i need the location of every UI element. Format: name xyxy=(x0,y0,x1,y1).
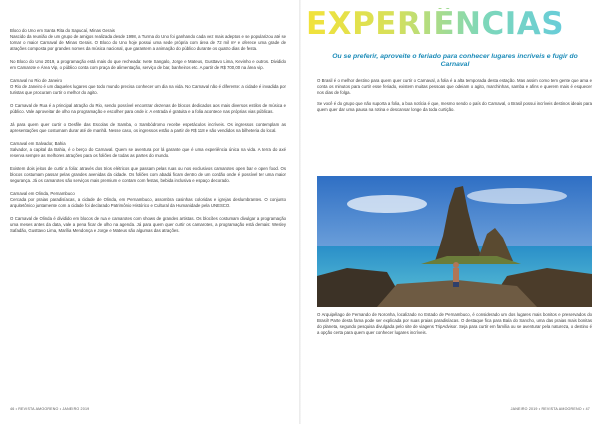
page-subtitle: Ou se preferir, aproveite o feriado para conhecer lugares incríveis e fugir do Carnaval xyxy=(332,53,578,68)
article-block-rio xyxy=(10,78,286,96)
paragraph: O Rio de Janeiro é um daqueles lugares que todo mundo precisa conhecer um dia na vida. No Carnaval não é diferente: a cidade é invadida por turistas que procuram curtir o melhor do agito. xyxy=(10,84,286,95)
article-block xyxy=(10,166,286,184)
paragraph: No Bloco do Uno 2019, a programação está mais do que recheada: Ivete Sangalo, Jorge e Mateus, Gusttavo Lima, Kevinho e outros. Dividido em Camarote e Área Vip, o público conta com praça de alimentação, serviço de bar, banheiros etc. A partir de R$ 700,00 na área vip. xyxy=(10,59,286,70)
page-title: EXPERIÊNCIAS xyxy=(306,8,596,40)
article-block xyxy=(10,59,286,71)
right-page-intro xyxy=(317,78,592,118)
noronha-photo xyxy=(317,176,592,307)
article-block-olinda xyxy=(10,191,286,209)
section-heading: Carnaval em Salvador, Bahia xyxy=(10,141,66,146)
noronha-photo-illustration xyxy=(317,176,592,307)
paragraph: O Brasil é o melhor destino para quem quer curtir o Carnaval, a folia é a alta temporada desta estação. Mas assim como tem gente que ama e conta os minutos para curtir esse feriado, existem muitas pessoas que odeiam o agito, marchinhas, samba e afins e querem mais é esquecer nos dias de folga. xyxy=(317,78,592,95)
paragraph: Salvador, a capital da Bahia, é o berço do Carnaval. Quem se aventura por lá garante que é uma experiência única na vida. A terra do axé reserva sempre as melhores atrações para os foliões de todas as partes do mundo. xyxy=(10,147,286,158)
right-page-footer: JANEIRO 2019 • REVISTA AMOORENO • 47 xyxy=(510,407,590,411)
paragraph: O Carnaval de Rua é a principal atração do Rio, sendo possível encontrar dezenas de blocos dedicados aos mais diversos estilos de música e público. Vale aproveitar de olho na programação e escolher para onde ir. A entrada é gratuita e a folia acontece nas próprias vias públicas. xyxy=(10,103,286,114)
section-heading: Bloco do Uno em Santa Rita do Sapucaí, Minas Gerais xyxy=(10,28,115,33)
paragraph: Se você é do grupo que não suporta a folia, a boa notícia é que, mesmo sendo o país do Carnaval, o Brasil possui incríveis destinos ideais para quem quer dar uma pausa na rotina e descansar longe da toda curtição. xyxy=(317,101,592,112)
left-page-text-column xyxy=(10,28,286,241)
paragraph: Nascido da reunião de um grupo de amigos realizada desde 1998, a Turma do Uno foi ganhando cada vez mais adeptos e se popularizou até se tornar o maior Carnaval de Minas Gerais. O Bloco do Uno hoje possui uma sede própria com área de 72 mil m² e oferece uma grade de atrações composta por grandes nomes da música nacional, que garantem a animação do público durante os quatro dias de festa. xyxy=(10,34,286,51)
page-gutter xyxy=(299,0,301,424)
right-page-noronha xyxy=(317,312,592,341)
article-block xyxy=(10,103,286,115)
paragraph: O Carnaval de Olinda é dividido em blocos de rua e camarotes com shows de grandes artistas. Os blocões costumam divulgar a programação uma meses antes da data, vale a pena ficar de olho na agenda. Já para quem quer curtir os camarotes, a programação está demais: Wesley Safadão, Gusttavo Lima, Marília Mendonça e Jorge e Mateus são algumas das atrações. xyxy=(10,216,286,233)
paragraph: O Arquipélago de Fernando de Noronha, localizado no Estado de Pernambuco, é considerado um dos lugares mais bonitos e preservados do Brasil! Parte desta fama pode ser explicada por suas praias paradisíacas. O destaque fica para Baía do Sancho, uma das praias mais bonitas do planeta, segundo pesquisa divulgada pelo site de viagens TripAdvisor. Seja para curtir em família ou se aventurar pela natureza, o destino é a opção certa para quem quer conhecer lugares incríveis. xyxy=(317,312,592,335)
article-block-bloco-do-uno xyxy=(10,28,286,52)
article-block xyxy=(10,216,286,234)
paragraph: Já para quem quer curtir o Desfile das Escolas de Samba, o Sambódromo recebe espetáculos incríveis. Os ingressos contemplam as apresentações que costumam durar até de manhã. Nesse caso, os ingressos estão a partir de R$ 118 e são vendidos na bilheteria do local. xyxy=(10,122,286,133)
left-page-footer: 46 • REVISTA AMOORENO • JANEIRO 2019 xyxy=(10,407,90,411)
section-heading: Carnaval em Olinda, Pernambuco xyxy=(10,191,75,196)
paragraph: Existem dois jeitos de curtir a folia: através dos trios elétricos que passam pelas ruas ou nos exclusivos camarotes open bar e open food. Os blocos costumam passar pelas grandes avenidas da cidade. Os foliões com abadá ficam dentro de um cordão onde é possível ter uma maior segurança. Já os camarotes são serviços mais premium e contam com festas, bebida inclusiva e espaço decorado. xyxy=(10,166,286,183)
paragraph: Cercada por praias paradisíacas, a cidade de Olinda, em Pernambuco, assombra casinhas coloridas e igrejas deslumbrantes. O conjunto arquitetônico juntamente com a cidade foi declarado Patrimônio Histórico e Cultural da Humanidade pela UNESCO. xyxy=(10,197,286,208)
article-block xyxy=(10,122,286,134)
article-block-salvador xyxy=(10,141,286,159)
section-heading: Carnaval no Rio de Janeiro xyxy=(10,78,63,83)
